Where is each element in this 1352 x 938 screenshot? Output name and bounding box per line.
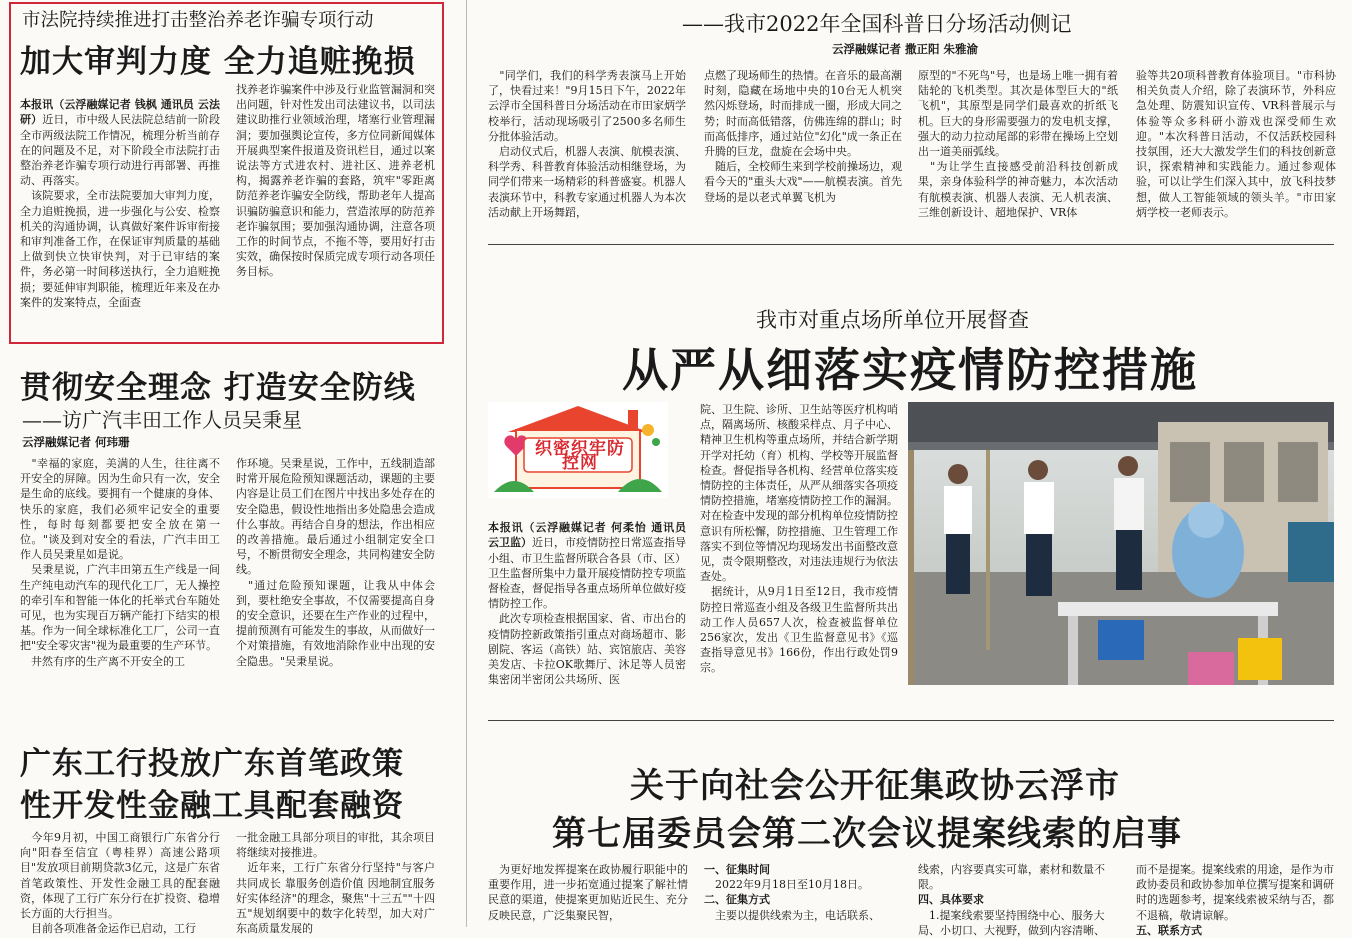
- science-col2: 点燃了现场师生的热情。在音乐的最高潮时刻，隐藏在场地中央的10台无人机突然闪烁登场，时而排成一圈，形成大同之势；时而高低错落，仿佛连绵的群山；时而高低排序，通过站位"幻化"成一条正在升腾的巨龙，盘旋在会场中央。 随后，全校师生来到学校前操场边，观看今天的"重头大戏"——航模表演。首先登场的是以老式单翼飞机为: [704, 69, 902, 204]
- epidemic-kicker: 我市对重点场所单位开展督查: [756, 308, 1029, 332]
- court-col1: 本报讯（云浮融媒记者 钱枫 通讯员 云法研）近日，市中级人民法院总结前一阶段全市两级法院工作情况，梳理分析当前存在的问题及不足，对下阶段全市法院打击整治养老诈骗专项行动进行再部署、再推动、再落实。 该院要求，全市法院要加大审判力度，全力追赃挽损，进一步强化与公安、检察机关的沟通协调，认真做好案件诉审衔接和审判准备工作，在保证审判质量的基础上做到快立快审快判，对于已审结的案件，务必第一时间移送执行，全力追赃挽损；要延伸审判职能，梳理近年来及在办案件的发案特点，全面查: [20, 98, 221, 309]
- cppcc-section-4-title: 四、具体要求: [918, 893, 984, 907]
- court-lead: 本报讯（云浮融媒记者 钱枫 通讯员 云法研）: [20, 98, 220, 127]
- safety-subhead: ——访广汽丰田工作人员吴秉星: [22, 408, 302, 432]
- cppcc-section-3-text: 线索，内容要真实可靠，素材和数量不限。: [918, 863, 1105, 892]
- cppcc-section-4-text: 1.提案线索要坚持围绕中心、服务大局、小切口、大视野，做到内容清晰、: [918, 908, 1105, 937]
- court-col2: 找养老诈骗案件中涉及行业监管漏洞和突出问题，针对性发出司法建议书，以司法建议助推行业领域治理，堵塞行业管理漏洞；要加强舆论宣传，多方位同新闻媒体开展典型案件报道及资讯栏目，通过以案说法等方式进农村、进社区、进养老机构，揭露养老诈骗的套路，筑牢"零距离防范养老诈骗安全防线，帮助老年人提高识骗防骗意识和能力，营造浓厚的防范养老诈骗氛围；要加强沟通协调，注意各项工作的时间节点，不拖不等，要用好打击实效，确保按时保质完成专项行动各项任务目标。: [236, 83, 435, 279]
- science-byline: 云浮融媒记者 撒正阳 朱雅渝: [832, 42, 979, 56]
- cppcc-section-2-text: 主要以提供线索为主，电话联系、: [704, 908, 880, 922]
- epidemic-lead: 本报讯（云浮融媒记者 何柔怡 通讯员 云卫监）: [488, 521, 686, 550]
- science-kicker: ——我市2022年全国科普日分场活动侧记: [682, 12, 1072, 36]
- checkpoint-photo-image: [908, 402, 1334, 685]
- safety-col1: "幸福的家庭，美满的人生，往往离不开安全的屏障。因为生命只有一次，安全是生命的底线。要拥有一个健康的身体、快乐的家庭，我们必须牢记安全的重要性，每时每刻都要把安全放在第一位。"谈及到对安全的看法，广汽丰田工作人员吴秉星如是说。 吴秉星说，广汽丰田第五生产线是一间生产纯电动汽车的现代化工厂，无人操控的牵引车和智能一体化的托举式台车随处可见，也为实现百万辆产能打下结实的根基。作为一间全球标准化工厂，公司一直把"安全零灾害"视为最重要的生产环节。 井然有序的生产离不开安全的工: [20, 457, 220, 668]
- epidemic-headline: 从严从细落实疫情防控措施: [622, 343, 1198, 397]
- court-kicker: 市法院持续推进打击整治养老诈骗专项行动: [22, 10, 374, 31]
- science-col1: "同学们，我们的科学秀表演马上开始了，快看过来！"9月15日下午，2022年云浮市全国科普日分场活动在市田家炳学校举行，活动现场吸引了2500多名师生分批体验活动。 启动仪式后，机器人表演、航模表演、科学秀、科普教育体验活动相继登场，为同学们带来一场精彩的科普盛宴。机器人表演环节中，科教专家通过机器人为本次活动献上开场舞蹈，: [488, 69, 686, 219]
- safety-col2: 作环境。吴秉星说，工作中，五线制造部时常开展危险预知课题活动，课题的主要内容是让员工们在图片中找出多处存在的安全隐患，假设性地指出多处隐患会造成什么事故。再结合自身的想法，作出相应的改善措施。最后通过小组制定安全口号，不断贯彻安全理念，共同构建安全防线。 "通过危险预知课题，让我从中体会到，要杜绝安全事故，不仅需要提高自身的安全意识，还要在生产作业的过程中，提前预测有可能发生的事故，从而做好一个对策措施，有效地消除作业中出现的安全隐患。"吴秉星说。: [236, 457, 435, 668]
- cppcc-col3: [918, 862, 1118, 937]
- cppcc-headline-line1: 关于向社会公开征集政协云浮市: [630, 766, 1120, 806]
- column-divider: [466, 0, 467, 927]
- cppcc-section-1-title: 一、征集时间: [704, 863, 770, 876]
- cppcc-section-2-title: 二、征集方式: [704, 893, 770, 907]
- section-rule-1: [488, 244, 1334, 245]
- icbc-headline-line2: 性开发性金融工具配套融资: [20, 788, 404, 824]
- science-col4: 验等共20项科普教育体验项目。"市科协相关负责人介绍，除了表演环节，外科应急处理、防震知识宣传、VR科普展示与体验等众多科研小游戏也深受师生欢迎。"本次科普日活动，不仅活跃校园科技氛围，还大大激发学生们的科技创新意识，探索精神和实践能力。通过参观体验，可以让学生们深入其中，放飞科技梦想，做人工智能领域的领头羊。"市田家炳学校一老师表示。: [1136, 69, 1336, 219]
- safety-headline: 贯彻安全理念 打造安全防线: [20, 370, 416, 406]
- court-headline: 加大审判力度 全力追赃挽损: [20, 44, 416, 80]
- epidemic-logo: [488, 402, 668, 498]
- icbc-headline-line1: 广东工行投放广东首笔政策: [20, 746, 404, 782]
- cppcc-section-4-cont: 而不是提案。提案线索的用途，是作为市政协委员和政协参加单位撰写提案和调研时的选题参考，提案线索被采纳与否，都不退稿，敬请谅解。: [1136, 863, 1334, 922]
- section-rule-2: [488, 720, 1334, 721]
- icbc-col2: 一批金融工具部分项目的审批，其余项目将继续对接推进。 近年来，工行广东省分行坚持"与客户共同成长 靠服务创造价值 因地制宜服务好实体经济"的理念，聚焦"十三五""十四五"规划纲要中的数字化转型，加大对广东高质量发展的: [236, 831, 435, 936]
- cppcc-col4: [1136, 862, 1336, 937]
- cppcc-col1: 为更好地发挥提案在政协履行职能中的重要作用，进一步拓宽通过提案了解社情民意的渠道，使提案更加贴近民生、充分反映民意，广泛集聚民智，: [488, 863, 688, 922]
- cppcc-headline-line2: 第七届委员会第二次会议提案线索的启事: [552, 814, 1182, 854]
- safety-byline: 云浮融媒记者 何玮珊: [22, 435, 130, 449]
- epidemic-col1: 本报讯（云浮融媒记者 何柔怡 通讯员 云卫监）近日，市疫情防控日常巡查指导小组、市卫生监督所联合各县（市、区）卫生监督所集中力量开展疫情防控专项监督检查，督促指导各重点场所单位做好疫情防控工作。 此次专项检查根据国家、省、市出台的疫情防控新政策指引重点对商场超市、影剧院、客运（高铁）站、宾馆旅店、美容美发店、卡拉OK歌舞厅、沐足等人员密集密闭半密闭公共场所、医: [488, 521, 686, 687]
- cppcc-section-1-text: 2022年9月18日至10月18日。: [704, 878, 869, 892]
- epidemic-col2: 院、卫生院、诊所、卫生站等医疗机构哨点，隔离场所、核酸采样点、月子中心、精神卫生机构等重点场所，并结合新学期开学对托幼（育）机构、学校等开展监督检查。督促指导各机构、经营单位落实疫情防控的主体责任，从严从细落实各项疫情防控措施，堵塞疫情防控工作的漏洞。对在检查中发现的部分机构单位疫情防控意识有所松懈，防控措施、卫生管理工作落实不到位等情况均现场发出书面整改意见，责令限期整改，对违法违规行为依法查处。 据统计，从9月1日至12日，我市疫情防控日常巡查小组及各级卫生监督所共出动工作人员657人次，检查被监督单位256家次，发出《卫生监督意见书》《巡查指导意见书》166份，作出行政处罚9宗。: [700, 403, 898, 675]
- cppcc-col2: [704, 862, 902, 927]
- icbc-col1: 今年9月初，中国工商银行广东省分行向"阳春至信宜（粤桂界）高速公路项目"发放项目前期贷款3亿元，这是广东省首笔政策性、开发性金融工具的配套融资，体现了工行广东分行在扩投资、稳增长方面的大行担当。 目前各项准备金运作已启动，工行: [20, 831, 220, 936]
- cppcc-section-5-title: 五、联系方式: [1136, 923, 1202, 937]
- science-col3: 原型的"不死鸟"号，也是场上唯一拥有着陆轮的飞机类型。其次是体型巨大的"纸飞机"，其原型是同学们最喜欢的折纸飞机。巨大的身形需要强力的发电机支撑，强大的动力拉动尾部的彩带在操场上空划出一道美丽弧线。 "为让学生直接感受前沿科技创新成果，亲身体验科学的神奇魅力，本次活动有航模表演、机器人表演、无人机表演、三维创新设计、超地保护、VR体: [918, 69, 1118, 219]
- epidemic-photo: [908, 402, 1334, 685]
- logo-text: 织密织牢防控网: [535, 439, 625, 473]
